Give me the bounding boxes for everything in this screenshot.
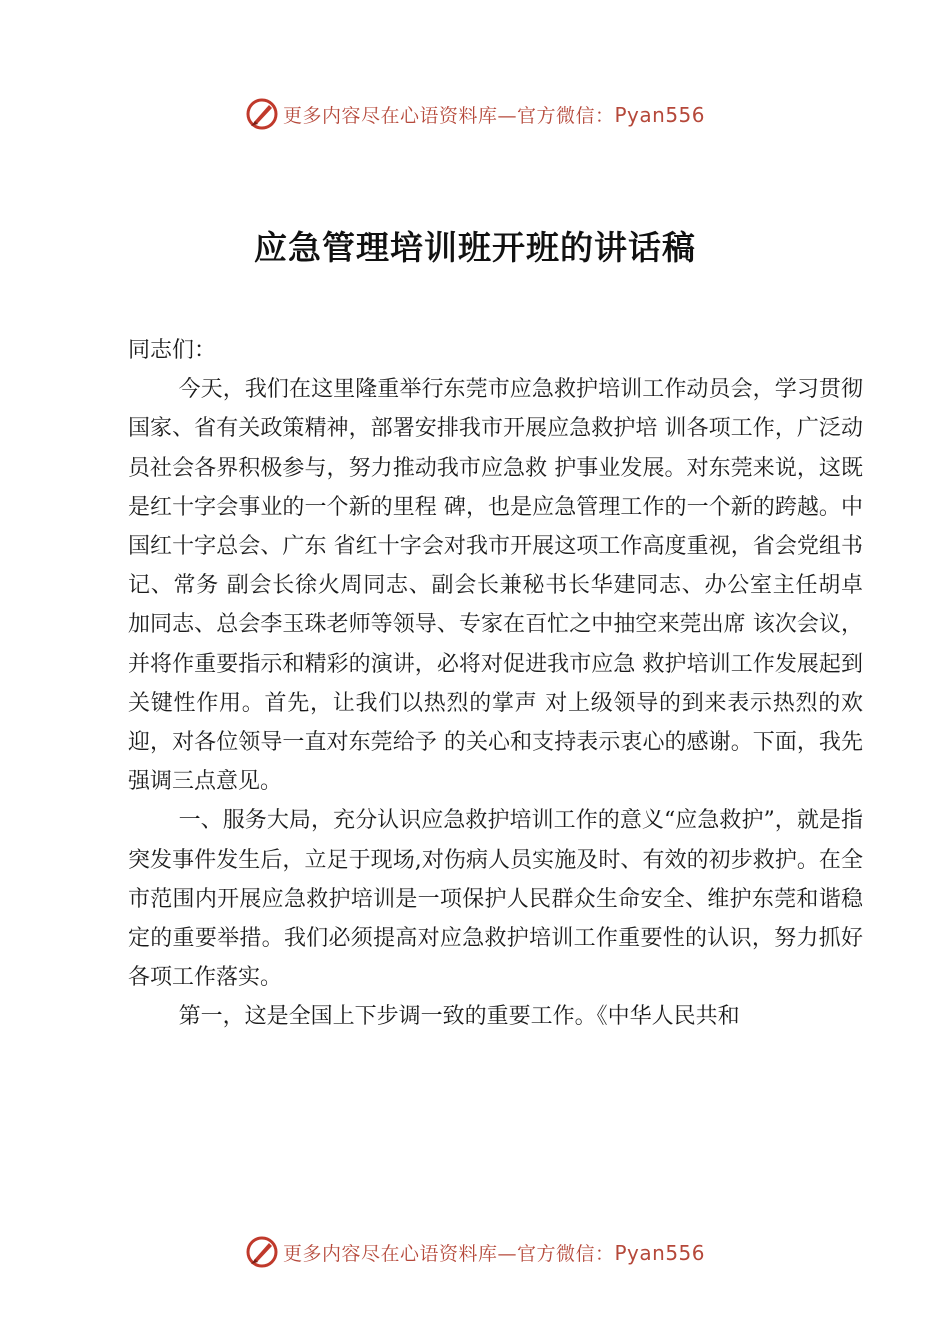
footer-banner (0, 1232, 950, 1272)
footer-wechat-id: Pyan556 (614, 1240, 706, 1265)
paragraph: 一、服务大局，充分认识应急救护培训工作的意义“应急救护”，就是指突发事件发生后，立足于现场,对伤病人员实施及时、有效的初步救护。在全市范围内开展应急救护培训是一项保护人民群众生命安全、维护东莞和谐稳定的重要举措。我们必须提高对应急救护培训工作重要性的认识，努力抓好各项工作落实。 (128, 808, 863, 991)
document-body (128, 331, 863, 1037)
header-banner-text: 更多内容尽在心语资料库—官方微信： (282, 104, 615, 127)
document-title: 应急管理培训班开班的讲话稿 (254, 228, 696, 267)
header-wechat-id: Pyan556 (614, 102, 706, 127)
pen-logo-icon (245, 1235, 279, 1269)
paragraph: 第一，这是全国上下步调一致的重要工作。《中华人民共和 (178, 1004, 740, 1030)
header-banner (0, 94, 950, 134)
paragraph: 今天，我们在这里隆重举行东莞市应急救护培训工作动员会，学习贯彻国家、省有关政策精神，部署安排我市开展应急救护培 训各项工作，广泛动员社会各界积极参与，努力推动我市应急救 护事业发展。对东莞来说，这既是红十字会事业的一个新的里程 碑，也是应急管理工作的一个新的跨越。中国红十字总会、广东 省红十字会对我市开展这项工作高度重视，省会党组书记、常务 副会长徐火周同志、副会长兼秘书长华建同志、办公室主任胡卓 加同志、总会李玉珠老师等领导、专家在百忙之中抽空来莞出席 该次会议，并将作重要指示和精彩的演讲，必将对促进我市应急 救护培训工作发展起到关键性作用。首先，让我们以热烈的掌声 对上级领导的到来表示热烈的欢迎，对各位领导一直对东莞给予 的关心和支持表示衷心的感谢。下面，我先强调三点意见。 (128, 377, 863, 795)
pen-logo-icon (245, 97, 279, 131)
greeting: 同志们： (128, 338, 217, 363)
footer-banner-text: 更多内容尽在心语资料库—官方微信： (282, 1242, 615, 1265)
